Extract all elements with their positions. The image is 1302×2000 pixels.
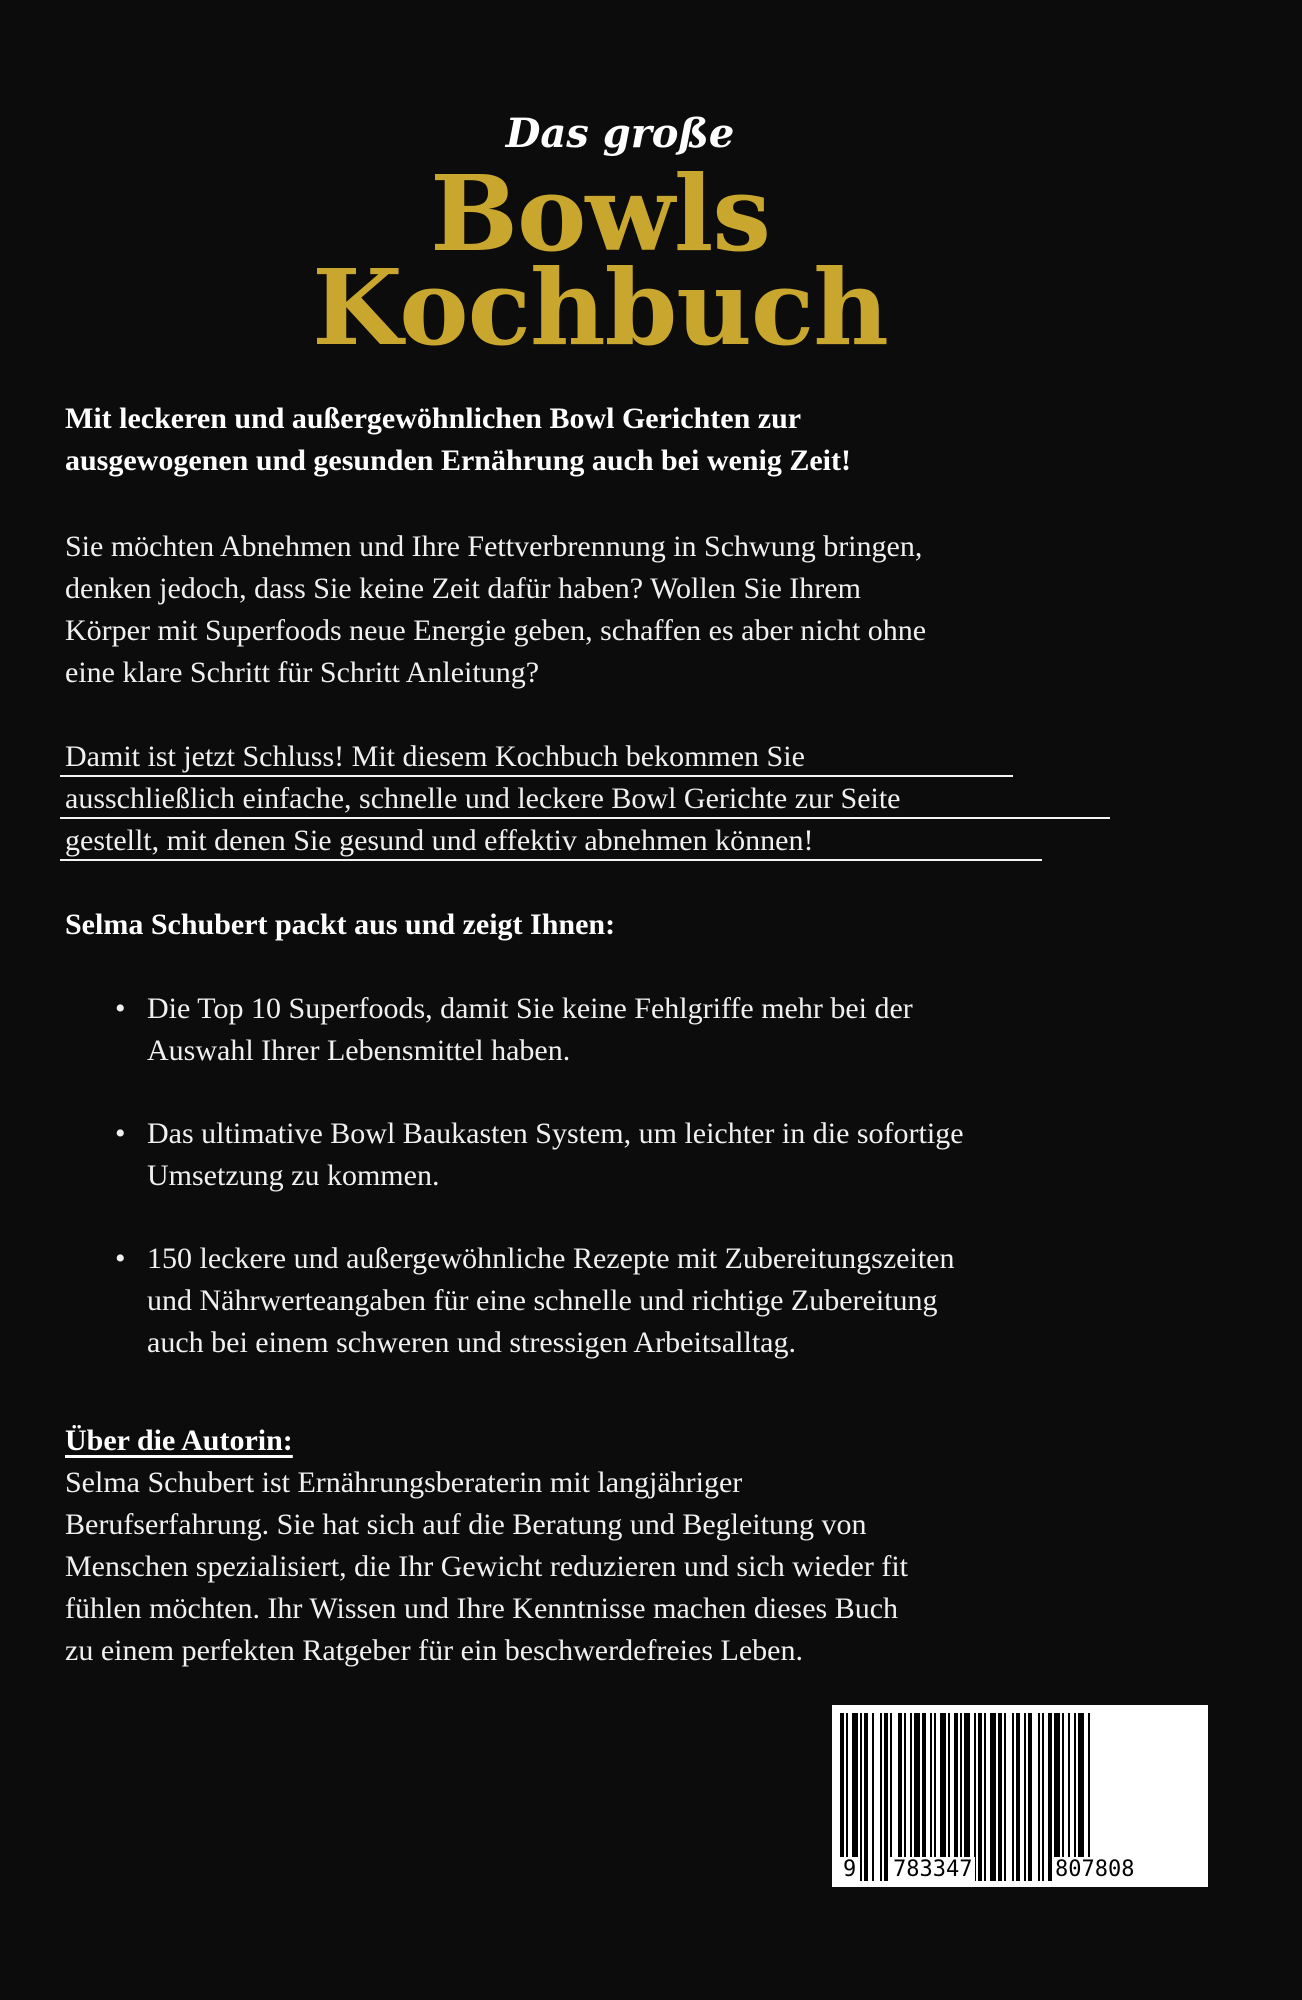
barcode-bar (872, 1713, 874, 1881)
feature-list (65, 988, 1195, 1364)
intro-line: eine klare Schritt für Schritt Anleitung? (65, 656, 540, 689)
barcode-digits (832, 1857, 1208, 1885)
barcode-bar (1062, 1713, 1064, 1881)
about-paragraph: Selma Schubert ist Ernährungsberaterin mit langjähriger Berufserfahrung. Sie hat sich auf die Beratung und Begleitung von Menschen spezialisiert, die Ihr Gewicht reduzieren und sich wieder fit fühlen möchten. Ihr Wissen und Ihre Kenntnisse machen dieses Buch zu einem perfekten Ratgeber für ein beschwerdefreies Leben. (65, 1466, 909, 1667)
section-heading: Selma Schubert packt aus und zeigt Ihnen: (65, 908, 616, 941)
title-line-2: Kochbuch (312, 246, 888, 369)
lead-line: Mit leckeren und außergewöhnlichen Bowl Gerichten zur (65, 402, 802, 435)
barcode-bar (948, 1713, 950, 1881)
barcode-bar (904, 1713, 906, 1881)
barcode-bar (1024, 1713, 1026, 1881)
underline-mark (60, 775, 1013, 777)
highlight-line: Damit ist jetzt Schluss! Mit diesem Kochbuch bekommen Sie (65, 736, 1195, 778)
barcode-bar (974, 1713, 976, 1881)
barcode-digits-right: 807808 (1052, 1857, 1137, 1882)
barcode-bar (998, 1713, 1002, 1881)
barcode-bar (964, 1713, 970, 1881)
bullet-icon: • (115, 1117, 126, 1150)
underline-mark (60, 817, 1110, 819)
back-cover-text (65, 398, 1195, 1672)
barcode-bar (846, 1713, 848, 1881)
bullet-icon: • (115, 1242, 126, 1275)
barcode-bar (1078, 1713, 1084, 1881)
title-line-1: Bowls (430, 152, 770, 275)
barcode-digit-first: 9 (840, 1857, 859, 1882)
barcode-bar (860, 1713, 862, 1881)
barcode-bar (864, 1713, 868, 1881)
intro-paragraph (65, 526, 1195, 694)
barcode-bar (960, 1713, 962, 1881)
list-item: • Die Top 10 Superfoods, damit Sie keine Fehlgriffe mehr bei der Auswahl Ihrer Lebensmittel haben. (65, 988, 1195, 1072)
highlight-line: ausschließlich einfache, schnelle und leckere Bowl Gerichte zur Seite (65, 778, 1195, 820)
barcode-bar (910, 1713, 912, 1881)
barcode-bar (1068, 1713, 1070, 1881)
barcode-bar (840, 1713, 844, 1881)
barcode-bar (1048, 1713, 1052, 1881)
barcode-bar (852, 1713, 858, 1881)
intro-line: denken jedoch, dass Sie keine Zeit dafür haben? Wollen Sie Ihrem (65, 572, 861, 605)
list-item: • 150 leckere und außergewöhnliche Rezepte mit Zubereitungszeiten und Nährwerteangaben für eine schnelle und richtige Zubereitung auch bei einem schweren und stressigen Arbeitsalltag. (65, 1238, 1195, 1364)
barcode-bar (1054, 1713, 1060, 1881)
barcode-bar (934, 1713, 936, 1881)
barcode-bar (930, 1713, 932, 1881)
barcode-bar (1088, 1713, 1090, 1881)
about-heading: Über die Autorin: (65, 1424, 293, 1457)
highlight-line: gestellt, mit denen Sie gesund und effektiv abnehmen können! (65, 820, 1195, 862)
list-item: • Das ultimative Bowl Baukasten System, um leichter in die sofortige Umsetzung zu kommen. (65, 1113, 1195, 1197)
barcode-bar (1028, 1713, 1032, 1881)
highlight-paragraph (65, 736, 1195, 862)
barcode-bar (1012, 1713, 1014, 1881)
barcode-bar (1016, 1713, 1020, 1881)
lead-paragraph (65, 398, 1195, 482)
barcode-bar (940, 1713, 946, 1881)
barcode-bar (1074, 1713, 1076, 1881)
barcode-digits-left: 783347 (890, 1857, 975, 1882)
barcode-bar (1004, 1713, 1006, 1881)
barcode-bar (990, 1713, 996, 1881)
intro-line: Körper mit Superfoods neue Energie geben, schaffen es aber nicht ohne (65, 614, 927, 647)
cover-title-block (0, 100, 1302, 369)
barcode-bar (880, 1713, 882, 1881)
barcode-bar (898, 1713, 902, 1881)
lead-line: ausgewogenen und gesunden Ernährung auch bei wenig Zeit! (65, 444, 851, 477)
underline-mark (60, 859, 1042, 861)
barcode-bar (1038, 1713, 1040, 1881)
barcode-bar (922, 1713, 926, 1881)
bullet-icon: • (115, 992, 126, 1025)
barcode-bar (890, 1713, 892, 1881)
intro-line: Sie möchten Abnehmen und Ihre Fettverbrennung in Schwung bringen, (65, 530, 923, 563)
barcode-bar (1042, 1713, 1044, 1881)
barcode-bar (914, 1713, 920, 1881)
barcode-bar (884, 1713, 888, 1881)
barcode-bar (954, 1713, 958, 1881)
pre-title: Das große (505, 110, 735, 157)
isbn-barcode (832, 1705, 1208, 1887)
barcode-bar (978, 1713, 982, 1881)
barcode-bar (984, 1713, 986, 1881)
